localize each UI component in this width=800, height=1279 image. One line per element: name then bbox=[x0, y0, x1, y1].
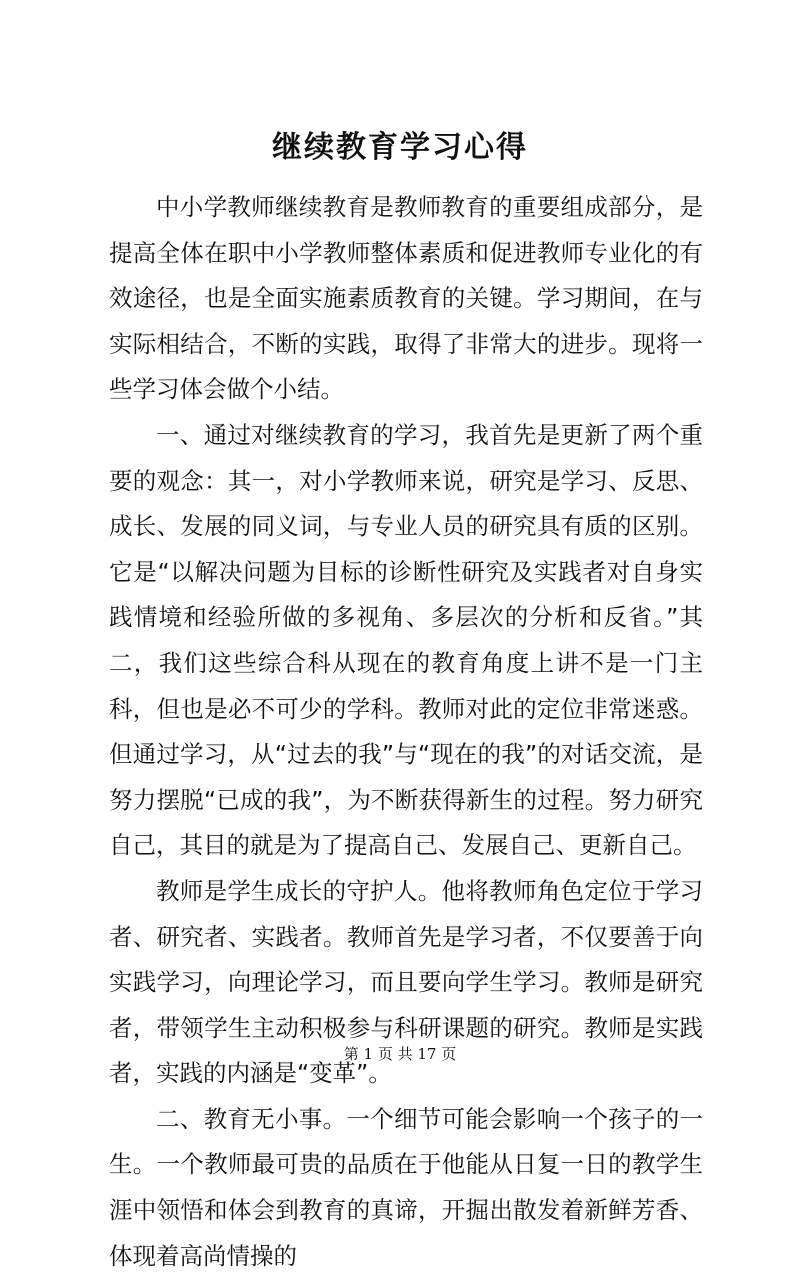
page-footer: 第 1 页 共 17 页 bbox=[343, 1045, 457, 1063]
document-body bbox=[109, 185, 703, 1279]
paragraph-section-one: 一、通过对继续教育的学习，我首先是更新了两个重要的观念：其一，对小学教师来说，研究是学习、反思、成长、发展的同义词，与专业人员的研究具有质的区别。它是“以解决问题为目标的诊断性研究及实践者对自身实践情境和经验所做的多视角、多层次的分析和反省。”其二，我们这些综合科从现在的教育角度上讲不是一门主科，但也是必不可少的学科。教师对此的定位非常迷惑。但通过学习，从“过去的我”与“现在的我”的对话交流，是努力摆脱“已成的我”，为不断获得新生的过程。努力研究自己，其目的就是为了提高自己、发展自己、更新自己。 bbox=[109, 420, 703, 860]
paragraph-teacher-role: 教师是学生成长的守护人。他将教师角色定位于学习者、研究者、实践者。教师首先是学习者，不仅要善于向实践学习，向理论学习，而且要向学生学习。教师是研究者，带领学生主动积极参与科研课题的研究。教师是实践者，实践的内涵是“变革”。 bbox=[109, 876, 703, 1088]
paragraph-intro: 中小学教师继续教育是教师教育的重要组成部分，是提高全体在职中小学教师整体素质和促进教师专业化的有效途径，也是全面实施素质教育的关键。学习期间，在与实际相结合，不断的实践，取得了非常大的进步。现将一些学习体会做个小结。 bbox=[109, 193, 703, 404]
paragraph-section-two: 二、教育无小事。一个细节可能会影响一个孩子的一生。一个教师最可贵的品质在于他能从日复一日的教学生涯中领悟和体会到教育的真谛，开掘出散发着新鲜芳香、体现着高尚情操的 bbox=[109, 1104, 703, 1270]
document-title: 继续教育学习心得 bbox=[272, 130, 528, 165]
